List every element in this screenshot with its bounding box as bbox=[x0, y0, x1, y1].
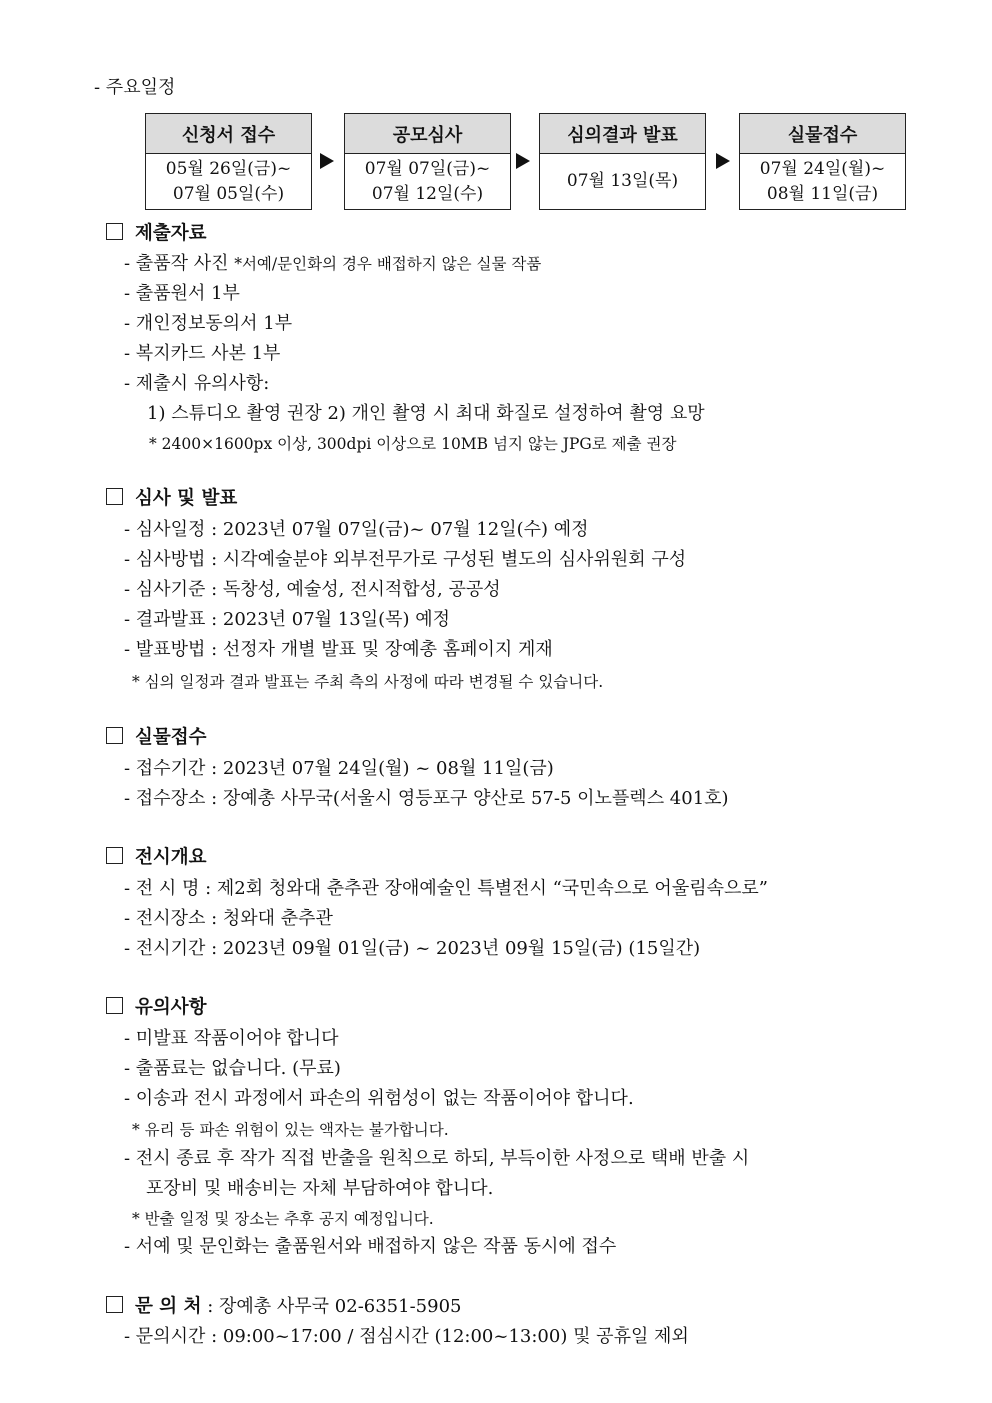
list-item: - 전시장소 : 청와대 춘추관 bbox=[124, 908, 333, 929]
arrow-right-icon bbox=[320, 153, 334, 169]
schedule-step-application bbox=[145, 113, 312, 210]
schedule-step-title: 실물접수 bbox=[740, 114, 905, 154]
schedule-step-review bbox=[344, 113, 511, 210]
checkbox-square-icon bbox=[106, 727, 123, 744]
list-item: - 결과발표 : 2023년 07월 13일(목) 예정 bbox=[124, 609, 451, 630]
schedule-step-receipt bbox=[739, 113, 906, 210]
schedule-step-date-start: 07월 07일(금)~ bbox=[364, 158, 491, 179]
section-title-submission: 제출자료 bbox=[106, 222, 206, 246]
note-item: * 반출 일정 및 장소는 추후 공지 예정입니다. bbox=[132, 1210, 434, 1228]
list-item: - 이송과 전시 과정에서 파손의 위험성이 없는 작품이어야 합니다. bbox=[124, 1088, 634, 1109]
list-item: 1) 스튜디오 촬영 권장 2) 개인 촬영 시 최대 화질로 설정하여 촬영 요망 bbox=[147, 403, 705, 424]
checkbox-square-icon bbox=[106, 997, 123, 1014]
schedule-step-date-end: 07월 05일(수) bbox=[172, 183, 285, 204]
schedule-step-title: 공모심사 bbox=[345, 114, 510, 154]
schedule-step-date-end: 08월 11일(금) bbox=[766, 183, 879, 204]
checkbox-square-icon bbox=[106, 1296, 123, 1313]
checkbox-square-icon bbox=[106, 223, 123, 240]
list-item: - 출품료는 없습니다. (무료) bbox=[124, 1058, 341, 1079]
section-title-review: 심사 및 발표 bbox=[106, 487, 237, 511]
checkbox-square-icon bbox=[106, 488, 123, 505]
list-item: - 출품원서 1부 bbox=[124, 283, 240, 304]
list-item: - 전시기간 : 2023년 09월 01일(금) ~ 2023년 09월 15일(금) (15일간) bbox=[124, 938, 701, 959]
list-item-continued: 포장비 및 배송비는 자체 부담하여야 합니다. bbox=[146, 1178, 494, 1199]
list-item: - 서예 및 문인화는 출품원서와 배접하지 않은 작품 동시에 접수 bbox=[124, 1236, 617, 1257]
schedule-step-result bbox=[539, 113, 706, 210]
schedule-step-date-start: 05월 26일(금)~ bbox=[165, 158, 292, 179]
checkbox-square-icon bbox=[106, 847, 123, 864]
list-item: - 출품작 사진 *서예/문인화의 경우 배접하지 않은 실물 작품 bbox=[124, 253, 542, 274]
section-title-exhibition: 전시개요 bbox=[106, 846, 206, 870]
list-item: - 복지카드 사본 1부 bbox=[124, 343, 281, 364]
list-item: - 접수기간 : 2023년 07월 24일(월) ~ 08월 11일(금) bbox=[124, 758, 554, 779]
list-item: - 심사기준 : 독창성, 예술성, 전시적합성, 공공성 bbox=[124, 579, 501, 600]
schedule-step-date-end: 07월 12일(수) bbox=[371, 183, 484, 204]
arrow-right-icon bbox=[516, 153, 530, 169]
list-item: - 문의시간 : 09:00~17:00 / 점심시간 (12:00~13:00) 및 공휴일 제외 bbox=[124, 1326, 689, 1347]
schedule-step-date: 07월 13일(목) bbox=[566, 171, 679, 191]
list-item: - 개인정보동의서 1부 bbox=[124, 313, 293, 334]
list-item: - 전시 종료 후 작가 직접 반출을 원칙으로 하되, 부득이한 사정으로 택배 반출 시 bbox=[124, 1148, 750, 1169]
note-item: * 심의 일정과 결과 발표는 주최 측의 사정에 따라 변경될 수 있습니다. bbox=[132, 673, 604, 691]
list-item: - 심사방법 : 시각예술분야 외부전무가로 구성된 별도의 심사위원회 구성 bbox=[124, 549, 687, 570]
list-item: - 제출시 유의사항: bbox=[124, 373, 270, 394]
list-item: - 접수장소 : 장예총 사무국(서울시 영등포구 양산로 57-5 이노플렉스 401호) bbox=[124, 788, 729, 809]
section-title-notes: 유의사항 bbox=[106, 996, 206, 1020]
schedule-heading: - 주요일정 bbox=[94, 77, 176, 98]
list-item: - 발표방법 : 선정자 개별 발표 및 장예총 홈페이지 게재 bbox=[124, 639, 553, 660]
contact-value: : 장예총 사무국 02-6351-5905 bbox=[207, 1296, 462, 1317]
list-item: - 전 시 명 : 제2회 청와대 춘추관 장애예술인 특별전시 “국민속으로 어울림속으로” bbox=[124, 878, 768, 899]
section-title-contact: 문 의 처 : 장예총 사무국 02-6351-5905 bbox=[106, 1295, 461, 1319]
schedule-step-title: 신청서 접수 bbox=[146, 114, 311, 154]
list-item: - 심사일정 : 2023년 07월 07일(금)~ 07월 12일(수) 예정 bbox=[124, 519, 589, 540]
arrow-right-icon bbox=[716, 153, 730, 169]
schedule-step-date-start: 07월 24일(월)~ bbox=[759, 158, 886, 179]
note-item: * 유리 등 파손 위험이 있는 액자는 불가합니다. bbox=[132, 1121, 449, 1139]
section-title-receipt: 실물접수 bbox=[106, 726, 206, 750]
list-item: - 미발표 작품이어야 합니다 bbox=[124, 1028, 339, 1049]
note-item: * 2400×1600px 이상, 300dpi 이상으로 10MB 넘지 않는 JPG로 제출 권장 bbox=[149, 435, 677, 453]
schedule-step-title: 심의결과 발표 bbox=[540, 114, 705, 154]
